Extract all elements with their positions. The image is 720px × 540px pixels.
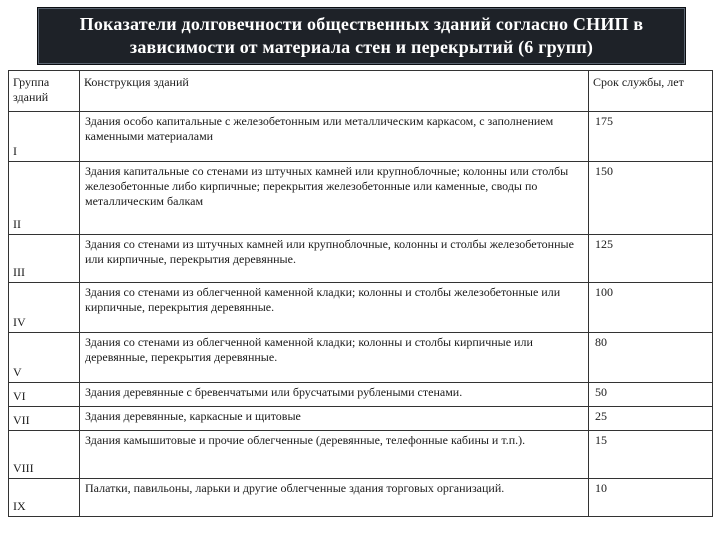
header-service-life: Срок службы, лет: [589, 71, 713, 112]
service-life-cell: 100: [589, 283, 713, 333]
group-cell: V: [9, 333, 80, 383]
construction-cell: Здания со стенами из облегченной каменной кладки; колонны и столбы железобетонные или кирпичные, перекрытия деревянные.: [80, 283, 589, 333]
table-row: [9, 235, 713, 283]
durability-table: [8, 70, 713, 517]
group-cell: III: [9, 235, 80, 283]
table-row: [9, 407, 713, 431]
service-life-cell: 150: [589, 162, 713, 235]
table-row: [9, 479, 713, 517]
service-life-cell: 50: [589, 383, 713, 407]
construction-cell: Здания камышитовые и прочие облегченные (деревянные, телефонные кабины и т.п.).: [80, 431, 589, 479]
group-cell: II: [9, 162, 80, 235]
construction-cell: Здания со стенами из облегченной каменной кладки; колонны и столбы кирпичные или деревянные, перекрытия деревянные.: [80, 333, 589, 383]
table-row: [9, 112, 713, 162]
construction-cell: Здания капитальные со стенами из штучных камней или крупноблочные; колонны или столбы железобетонные либо кирпичные; перекрытия железобетонные или каменные, своды по металлическим балкам: [80, 162, 589, 235]
group-cell: VII: [9, 407, 80, 431]
table-row: [9, 333, 713, 383]
service-life-cell: 175: [589, 112, 713, 162]
service-life-cell: 80: [589, 333, 713, 383]
construction-cell: Палатки, павильоны, ларьки и другие облегченные здания торговых организаций.: [80, 479, 589, 517]
construction-cell: Здания деревянные, каркасные и щитовые: [80, 407, 589, 431]
construction-cell: Здания особо капитальные с железобетонным или металлическим каркасом, с заполнением каменными материалами: [80, 112, 589, 162]
service-life-cell: 15: [589, 431, 713, 479]
service-life-cell: 25: [589, 407, 713, 431]
group-cell: I: [9, 112, 80, 162]
group-cell: VIII: [9, 431, 80, 479]
table-row: [9, 431, 713, 479]
group-cell: IX: [9, 479, 80, 517]
construction-cell: Здания деревянные с бревенчатыми или брусчатыми рублеными стенами.: [80, 383, 589, 407]
header-construction: Конструкция зданий: [80, 71, 589, 112]
page-title: Показатели долговечности общественных зданий согласно СНИП в зависимости от материала стен и перекрытий (6 групп): [79, 14, 644, 57]
group-cell: IV: [9, 283, 80, 333]
header-group: Группа зданий: [9, 71, 80, 112]
table-row: [9, 283, 713, 333]
group-cell: VI: [9, 383, 80, 407]
construction-cell: Здания со стенами из штучных камней или крупноблочные, колонны и столбы железобетонные или кирпичные, перекрытия деревянные.: [80, 235, 589, 283]
table-header-row: [9, 71, 713, 112]
service-life-cell: 10: [589, 479, 713, 517]
service-life-cell: 125: [589, 235, 713, 283]
table-row: [9, 383, 713, 407]
table-row: [9, 162, 713, 235]
title-banner: [38, 8, 685, 64]
